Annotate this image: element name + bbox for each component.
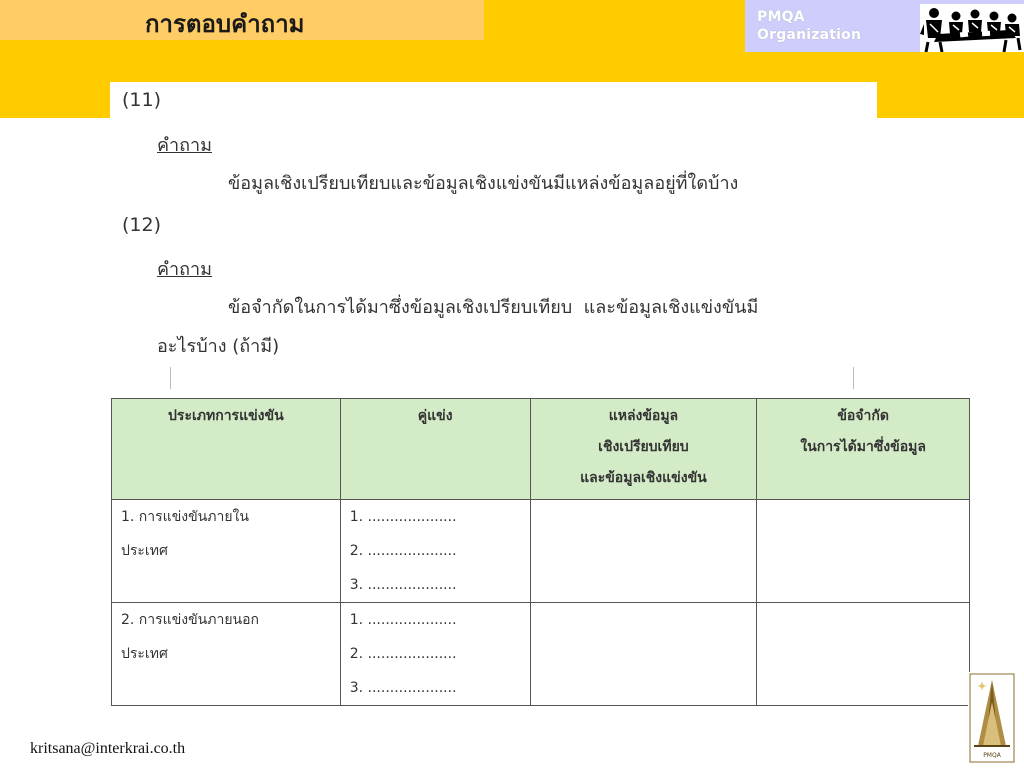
table-header-row — [112, 399, 970, 500]
meeting-clipart-icon — [920, 4, 1024, 52]
row-1-limitations-cell[interactable] — [757, 500, 970, 603]
question-12-text-line-2: อะไรบ้าง (ถ้ามี) — [157, 336, 280, 357]
header-limitations: ข้อจำกัด ในการได้มาซึ่งข้อมูล — [757, 399, 970, 500]
question-12-number: (12) — [122, 214, 162, 236]
svg-text:PMQA: PMQA — [983, 752, 1001, 759]
divider-tick-right — [853, 367, 854, 389]
question-11-label: คำถาม — [157, 135, 213, 156]
org-label — [757, 8, 861, 44]
question-12-label: คำถาม — [157, 259, 213, 280]
row-2-data-source-cell[interactable] — [530, 603, 757, 706]
question-12-text-line-1: ข้อจำกัดในการได้มาซึ่งข้อมูลเชิงเปรียบเทียบ และข้อมูลเชิงแข่งขันมี — [228, 297, 759, 318]
row-2-type: 2. การแข่งขันภายนอก ประเทศ — [112, 603, 341, 706]
row-1-competitors: 1. .................... 2. .................... 3. .................... — [340, 500, 530, 603]
title-box — [0, 0, 484, 40]
header-competitors: คู่แข่ง — [340, 399, 530, 500]
org-line-2: Organization — [757, 27, 862, 43]
header-data-source: แหล่งข้อมูล เชิงเปรียบเทียบ และข้อมูลเชิงแข่งขัน — [530, 399, 757, 500]
header-competition-type: ประเภทการแข่งขัน — [112, 399, 341, 500]
row-2-limitations-cell[interactable] — [757, 603, 970, 706]
question-panel — [110, 82, 877, 372]
slide-title: การตอบคำถาม — [145, 10, 305, 38]
question-11-text: ข้อมูลเชิงเปรียบเทียบและข้อมูลเชิงแข่งขันมีแหล่งข้อมูลอยู่ที่ใดบ้าง — [228, 173, 739, 194]
row-2-competitors: 1. .................... 2. .................... 3. .................... — [340, 603, 530, 706]
row-1-data-source-cell[interactable] — [530, 500, 757, 603]
table-row — [112, 603, 970, 706]
footer-email[interactable]: kritsana@interkrai.co.th — [30, 740, 186, 757]
divider-tick-left — [170, 367, 171, 389]
row-1-type: 1. การแข่งขันภายใน ประเทศ — [112, 500, 341, 603]
pmqa-logo-icon — [968, 672, 1016, 764]
org-line-1: PMQA — [757, 9, 805, 25]
competition-table — [111, 398, 970, 706]
question-11-number: (11) — [122, 89, 162, 111]
table-row — [112, 500, 970, 603]
